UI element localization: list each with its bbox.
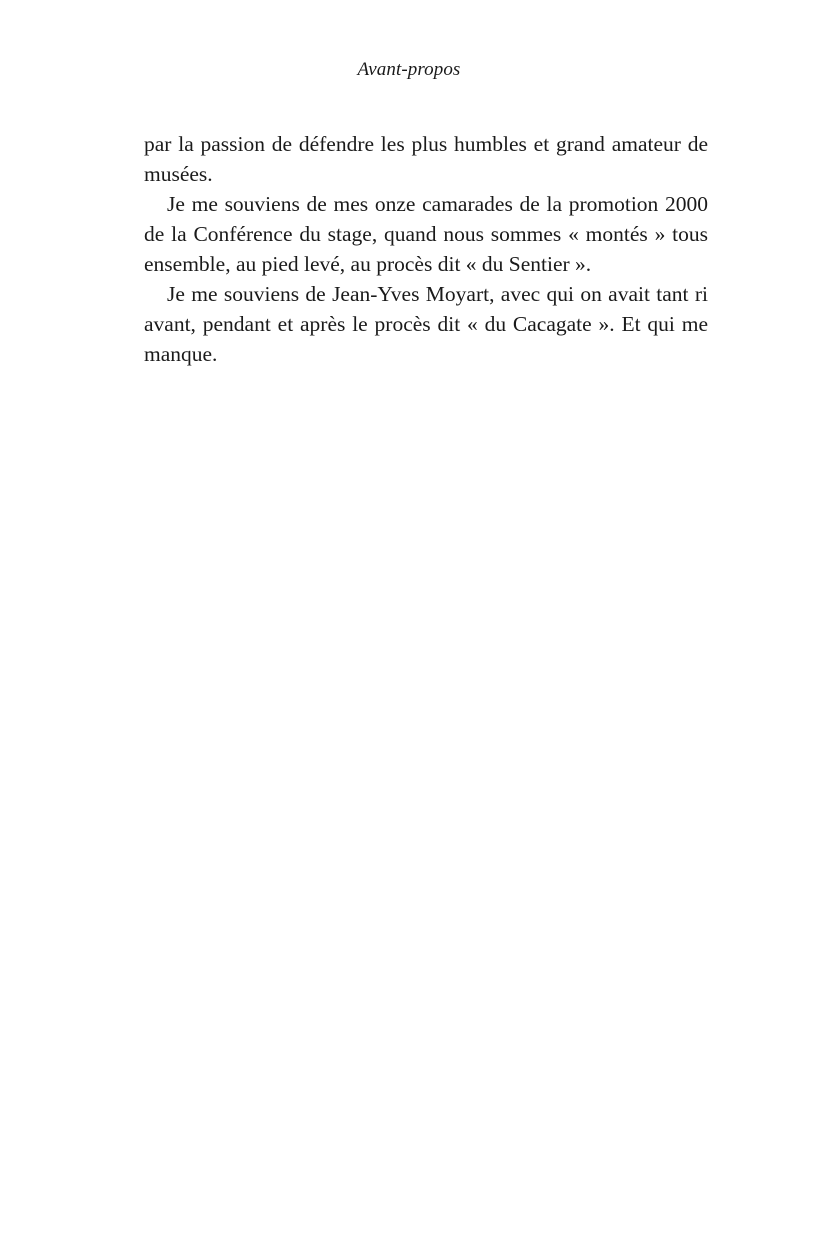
body-text	[144, 129, 708, 369]
paragraph-continued: par la passion de défendre les plus humbles et grand amateur de musées.	[144, 132, 708, 186]
paragraph-jean-yves-moyart: Je me souviens de Jean-Yves Moyart, avec qui on avait tant ri avant, pendant et après le procès dit « du Cacagate ». Et qui me manque.	[144, 282, 708, 366]
running-header: Avant-propos	[357, 59, 461, 80]
paragraph-promotion-2000: Je me souviens de mes onze camarades de la promotion 2000 de la Conférence du stage, quand nous sommes « montés » tous ensemble, au pied levé, au procès dit « du Sentier ».	[144, 192, 708, 276]
